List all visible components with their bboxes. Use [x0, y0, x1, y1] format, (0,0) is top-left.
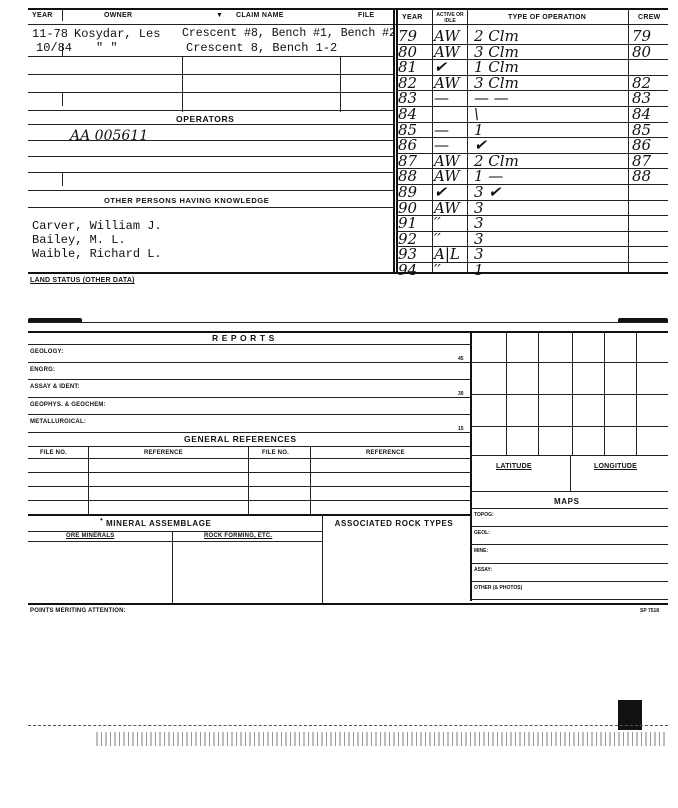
operators-title: OPERATORS — [176, 114, 235, 124]
activity-row-16-active: ′′ — [434, 261, 441, 279]
activity-row-7-active: — — [434, 120, 449, 139]
activity-row-14-active: ′′ — [434, 229, 441, 248]
map-label-1: TOPOG: — [474, 512, 494, 518]
activity-row-1-type: 2 Clm — [474, 27, 519, 45]
activity-row-12-active: AW — [434, 198, 460, 217]
act-header-type: TYPE OF OPERATION — [508, 14, 587, 21]
activity-row-9-crew: 87 — [632, 151, 652, 170]
map-label-2: GEOL: — [474, 530, 490, 537]
col-header-year: YEAR — [32, 12, 53, 19]
activity-row-10-active: AW — [434, 167, 460, 186]
activity-row-4-type: 3 Clm — [474, 73, 519, 92]
activity-row-8-active: — — [434, 136, 449, 155]
map-label-3: MINE: — [474, 548, 489, 555]
report-label-3: ASSAY & IDENT: — [30, 384, 80, 391]
activity-row-3-year: 81 — [398, 58, 418, 77]
longitude-label: LONGITUDE — [594, 463, 638, 470]
activity-row-8-crew: 86 — [632, 136, 652, 155]
scan-artifact-noise — [96, 732, 666, 746]
activity-row-10-crew: 88 — [632, 167, 652, 186]
activity-row-12-year: 90 — [398, 198, 418, 217]
activity-row-5-year: 83 — [398, 89, 418, 108]
activity-row-13-year: 91 — [398, 214, 418, 233]
associated-rock-types: ASSOCIATED ROCK TYPES — [334, 519, 454, 528]
map-row-divider — [470, 563, 668, 564]
report-row-divider — [28, 397, 470, 398]
activity-row-2-year: 80 — [398, 42, 418, 61]
claim-row-1-year: 11-78 — [32, 27, 69, 41]
map-label-4: ASSAY: — [474, 566, 493, 573]
claim-row-1-owner: Kosydar, Les — [74, 27, 161, 41]
map-row-divider — [470, 599, 668, 600]
activity-row-15-active: A|L — [434, 245, 460, 264]
gr-col-ref-2: REFERENCE — [366, 450, 405, 456]
activity-row-11-type: 3 ✔ — [474, 183, 501, 201]
report-label-2: ENGRG: — [30, 366, 56, 373]
person-2: Bailey, M. L. — [32, 233, 126, 247]
claim-row-2-owner: " " — [96, 41, 118, 55]
activity-row-15-type: 3 — [474, 245, 484, 264]
activity-row-2-crew: 80 — [632, 42, 652, 61]
activity-row-2-type: 3 Clm — [474, 42, 519, 61]
scan-artifact-line — [28, 725, 668, 726]
map-row-divider — [470, 526, 668, 527]
activity-row-14-type: 3 — [474, 229, 484, 248]
activity-row-6-type: \ — [474, 105, 480, 123]
activity-row-15-year: 93 — [398, 245, 418, 264]
activity-row-5-active: — — [434, 89, 449, 108]
act-header-year: YEAR — [402, 14, 423, 21]
activity-row-8-year: 86 — [398, 136, 418, 155]
activity-row-12-type: 3 — [474, 198, 484, 217]
points-meriting-attention: POINTS MERITING ATTENTION: — [30, 608, 126, 614]
claim-row-2-year: 10/84 — [36, 41, 73, 55]
maps-title: MAPS — [554, 497, 580, 506]
claim-row-2-claim: Crescent 8, Bench 1-2 — [186, 41, 338, 55]
land-status-label: LAND STATUS (OTHER DATA) — [30, 277, 135, 284]
activity-row-16-type: 1 — [474, 261, 484, 279]
report-num-5: 15 — [458, 426, 464, 433]
report-row-divider — [28, 414, 470, 415]
person-3: Waible, Richard L. — [32, 247, 162, 261]
activity-row-9-year: 87 — [398, 151, 418, 170]
activity-row-4-year: 82 — [398, 73, 418, 92]
activity-row-1-year: 79 — [398, 27, 418, 45]
activity-row-11-year: 89 — [398, 183, 418, 201]
map-row-divider — [470, 581, 668, 582]
report-label-4: GEOPHYS. & GEOCHEM: — [30, 401, 106, 408]
activity-row-3-active: ✔ — [434, 58, 447, 77]
activity-row-13-type: 3 — [474, 214, 484, 233]
activity-row-5-crew: 83 — [632, 89, 652, 108]
activity-row-6-crew: 84 — [632, 105, 652, 123]
activity-row-10-year: 88 — [398, 167, 418, 186]
operator-entry: AA 005611 — [70, 128, 149, 144]
activity-row-1-crew: 79 — [632, 27, 652, 45]
reports-title: R E P O R T S — [212, 333, 275, 343]
col-header-file: FILE — [358, 12, 375, 19]
ore-minerals-label: ORE MINERALS — [66, 533, 115, 539]
activity-row-13-active: ′′ — [434, 214, 441, 233]
gr-col-file-2: FILE NO. — [262, 450, 289, 456]
activity-row-7-type: 1 — [474, 120, 484, 139]
activity-row-11-active: ✔ — [434, 183, 447, 201]
activity-row-10-type: 1 — — [474, 167, 504, 186]
gr-col-file-1: FILE NO. — [40, 450, 67, 456]
activity-row-7-year: 85 — [398, 120, 418, 139]
report-num-3: 30 — [458, 391, 464, 398]
report-label-5: METALLURGICAL: — [30, 419, 87, 426]
activity-row-4-active: AW — [434, 73, 460, 92]
activity-row-3-type: 1 Clm — [474, 58, 519, 77]
activity-row-4-crew: 82 — [632, 73, 652, 92]
claim-row-1-claim: Crescent #8, Bench #1, Bench #2 — [182, 27, 396, 40]
col-header-claim-name: CLAIM NAME — [236, 12, 284, 19]
act-header-active: ACTIVE OR IDLE — [436, 12, 464, 24]
activity-row-1-active: AW — [434, 27, 460, 45]
mineral-assemblage-title: MINERAL ASSEMBLAGE — [106, 519, 212, 528]
gr-col-ref-1: REFERENCE — [144, 450, 183, 456]
report-row-divider — [28, 379, 470, 380]
report-row-divider — [28, 362, 470, 363]
form-code: SP 7518 — [640, 608, 660, 614]
activity-row-8-type: ✔ — [474, 136, 487, 155]
activity-row-16-year: 94 — [398, 261, 418, 279]
activity-row-9-active: AW — [434, 151, 460, 170]
latitude-label: LATITUDE — [496, 463, 532, 470]
activity-row-6-year: 84 — [398, 105, 418, 123]
map-row-divider — [470, 544, 668, 545]
claim-name-marker-icon: ▼ — [216, 12, 224, 19]
activity-row-5-type: — — — [474, 89, 509, 108]
map-label-5: OTHER (& PHOTOS) — [474, 584, 523, 591]
rock-forming-label: ROCK FORMING, ETC. — [204, 533, 273, 539]
mineral-asterisk: • — [100, 515, 103, 524]
col-header-owner: OWNER — [104, 12, 133, 19]
activity-row-14-year: 92 — [398, 229, 418, 248]
activity-row-7-crew: 85 — [632, 120, 652, 139]
activity-row-9-type: 2 Clm — [474, 151, 519, 170]
report-num-1: 45 — [458, 356, 464, 362]
other-persons-title: OTHER PERSONS HAVING KNOWLEDGE — [104, 196, 270, 205]
report-label-1: GEOLOGY: — [30, 349, 64, 355]
act-header-crew: CREW — [638, 14, 661, 21]
general-references-title: GENERAL REFERENCES — [184, 434, 297, 444]
person-1: Carver, William J. — [32, 219, 162, 233]
activity-row-2-active: AW — [434, 42, 460, 61]
